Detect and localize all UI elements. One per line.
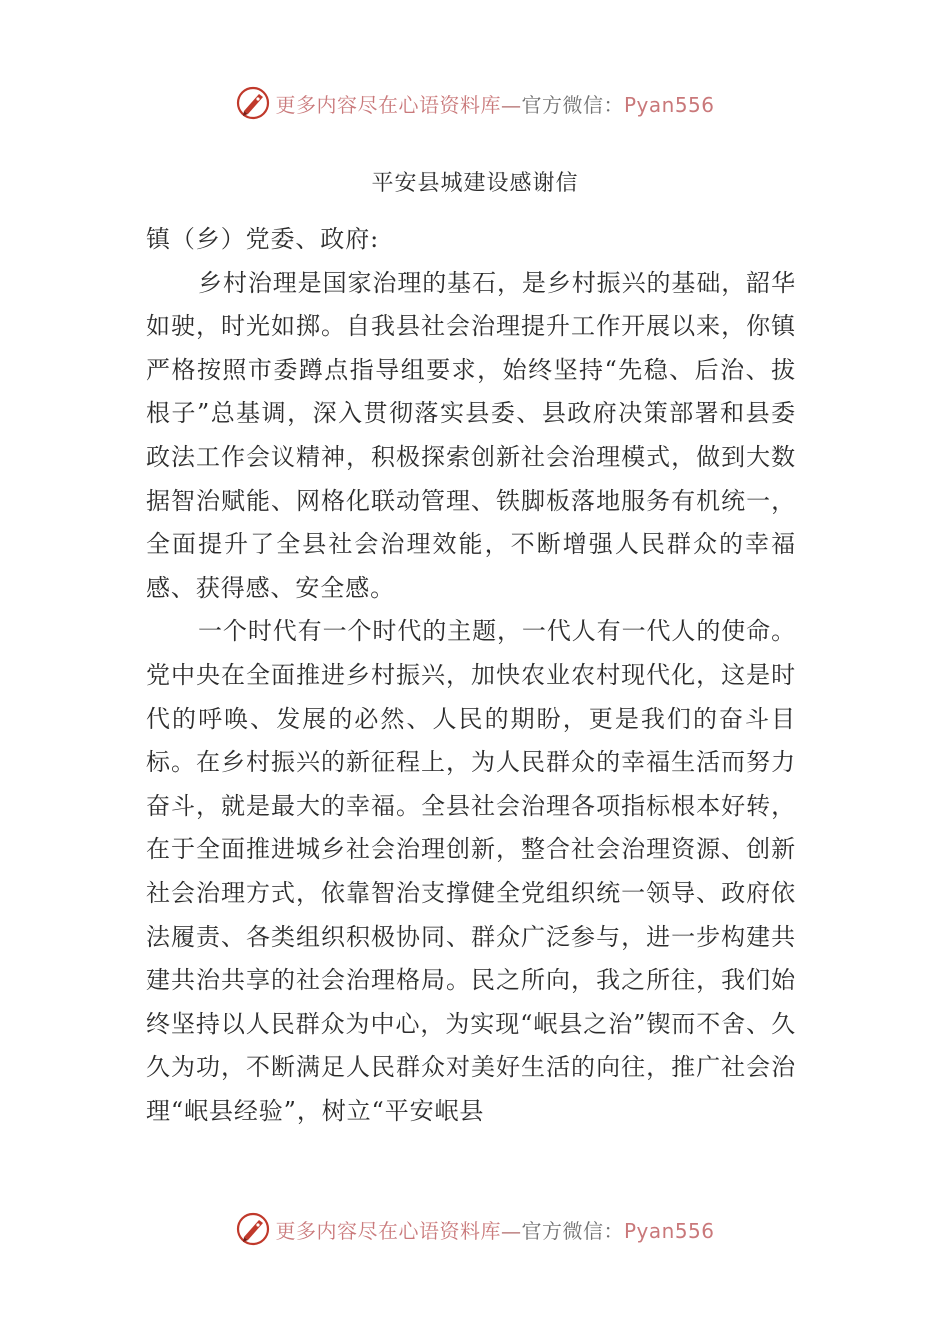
pen-logo-icon	[235, 1211, 271, 1247]
banner-text: 更多内容尽在心语资料库—官方微信：Pyan556	[275, 1218, 715, 1243]
footer-banner	[0, 1209, 950, 1249]
document-title: 平安县城建设感谢信	[371, 171, 579, 196]
pen-logo-icon	[235, 85, 271, 121]
salutation: 镇（乡）党委、政府:	[146, 225, 380, 253]
paragraph-1: 乡村治理是国家治理的基石，是乡村振兴的基础，韶华如驶，时光如掷。自我县社会治理提升工作开展以来，你镇严格按照市委蹲点指导组要求，始终坚持“先稳、后治、拔根子”总基调，深入贯彻落实县委、县政府决策部署和县委政法工作会议精神，积极探索创新社会治理模式，做到大数据智治赋能、网格化联动管理、铁脚板落地服务有机统一，全面提升了全县社会治理效能，不断增强人民群众的幸福感、获得感、安全感。	[146, 268, 796, 602]
banner-text: 更多内容尽在心语资料库—官方微信：Pyan556	[275, 92, 715, 117]
letter-body	[146, 218, 796, 1133]
paragraph-2: 一个时代有一个时代的主题，一代人有一代人的使命。党中央在全面推进乡村振兴，加快农业农村现代化，这是时代的呼唤、发展的必然、人民的期盼，更是我们的奋斗目标。在乡村振兴的新征程上，为人民群众的幸福生活而努力奋斗，就是最大的幸福。全县社会治理各项指标根本好转，在于全面推进城乡社会治理创新，整合社会治理资源、创新社会治理方式，依靠智治支撑健全党组织统一领导、政府依法履责、各类组织积极协同、群众广泛参与，进一步构建共建共治共享的社会治理格局。民之所向，我之所往，我们始终坚持以人民群众为中心，为实现“岷县之治”锲而不舍、久久为功，不断满足人民群众对美好生活的向往，推广社会治理“岷县经验”，树立“平安岷县	[146, 617, 796, 1125]
header-banner	[0, 83, 950, 123]
